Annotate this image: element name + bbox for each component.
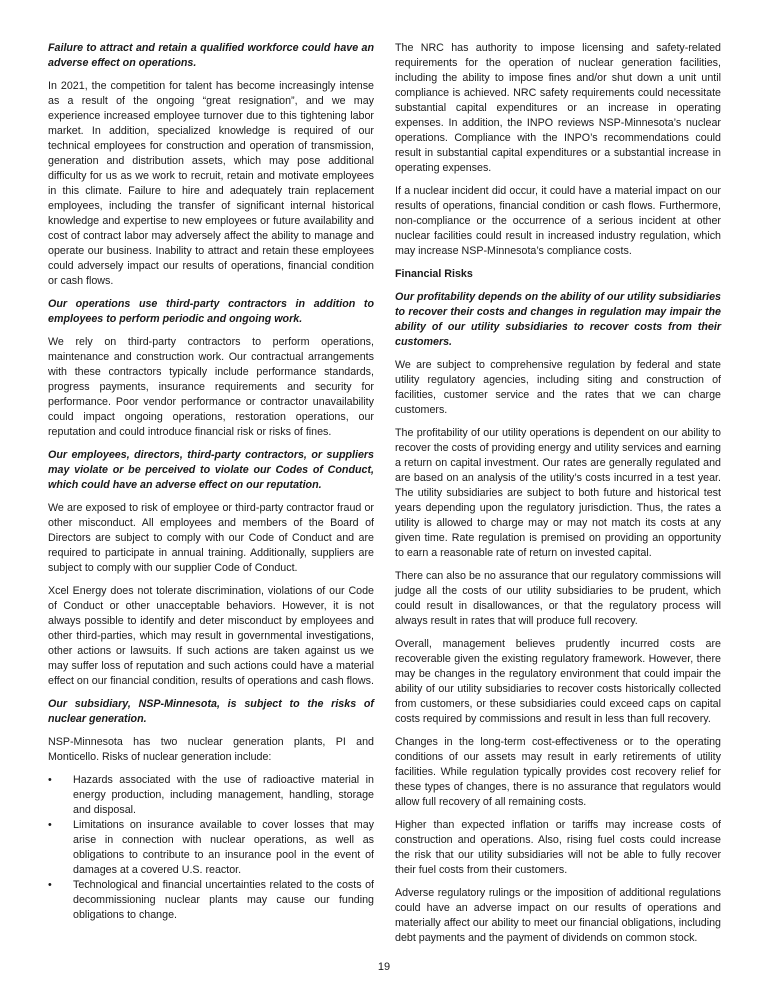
paragraph-nuclear-incident: If a nuclear incident did occur, it could have a material impact on our results of operations, financial condition or cash flows. Furthermore, non-compliance or the occurrence of a serious incident at other nuclear facilities could result in increased industry regulation, which may increase NSP-Minnesota’s compliance costs.: [395, 185, 721, 257]
left-column: [48, 41, 374, 931]
paragraph-contractors: We rely on third-party contractors to perform operations, maintenance and construction work. Our contractual arrangements with these contractors typically include performance standards, progress payments, insurance requirements and security for performance. Poor vendor performance or contractor unavailability could impact ongoing operations, restoration operations, our reputation and could introduce financial risk or risks of fines.: [48, 336, 374, 438]
paragraph-misconduct: We are exposed to risk of employee or third-party contractor fraud or other misconduct. All employees and members of the Board of Directors are subject to comply with our Code of Conduct and are required to participate in annual training. Additionally, suppliers are subject to comply with our supplier Code of Conduct.: [48, 502, 374, 574]
list-item: [48, 878, 374, 923]
paragraph-workforce: In 2021, the competition for talent has become increasingly intense as a result of the ongoing “great resignation”, and we may experience increased employee turnover due to this tightening labor market. In addition, specialized knowledge is required of our technical employees for construction and operation of transmission, generation and distribution assets, which may pose additional difficulty for us as we work to recruit, retain and motivate employees in this climate. Failure to hire and adequately train replacement employees, including the transfer of significant internal historical knowledge and expertise to new employees or future availability and cost of contract labor may adversely affect the ability to manage and operate our business. Inability to attract and retain these employees could adversely impact our results of operations, financial condition or cash flows.: [48, 80, 374, 287]
section-title-financial-risks: Financial Risks: [395, 268, 473, 280]
risk-heading-nuclear: Our subsidiary, NSP-Minnesota, is subject to the risks of nuclear generation.: [48, 698, 374, 725]
nuclear-risks-list: [48, 773, 374, 923]
bullet-icon: •: [48, 879, 52, 891]
right-column: [395, 41, 721, 954]
list-item: [48, 773, 374, 818]
paragraph-inflation: Higher than expected inflation or tariffs may increase costs of construction and operations. Also, rising fuel costs could increase the risk that our utility subsidiaries will not be able to fully recover their fuel costs from their customers.: [395, 819, 721, 876]
paragraph-overall-management: Overall, management believes prudently incurred costs are recoverable given the existing regulatory framework. However, there may be changes in the regulatory environment that could impair the ability of our utility subsidiaries to recover costs historically collected from customers, or these subsidiaries could exceed caps on capital costs required by commissions and result in less than full recovery.: [395, 638, 721, 725]
page-number: 19: [377, 961, 391, 973]
risk-heading-workforce: Failure to attract and retain a qualified workforce could have an adverse effect on operations.: [48, 42, 374, 69]
list-item-text: Limitations on insurance available to cover losses that may arise in connection with nuclear operations, as well as obligations to contribute to an insurance pool in the event of damages at a covered U.S. reactor.: [73, 819, 374, 876]
list-item-text: Technological and financial uncertainties related to the costs of decommissioning nuclear plants may cause our funding obligations to change.: [73, 879, 374, 921]
risk-heading-profitability: Our profitability depends on the ability of our utility subsidiaries to recover their costs and changes in regulation may impair the ability of our utility subsidiaries to recover costs from their customers.: [395, 291, 722, 348]
paragraph-adverse-rulings: Adverse regulatory rulings or the imposition of additional regulations could have an adverse impact on our results of operations and materially affect our ability to meet our financial obligations, including debt payments and the payment of dividends on common stock.: [395, 887, 721, 944]
list-item: [48, 818, 374, 878]
paragraph-nrc-authority: The NRC has authority to impose licensing and safety-related requirements for the operation of nuclear generation facilities, including the ability to impose fines and/or shut down a unit until compliance is achieved. NRC safety requirements could necessitate substantial capital expenditures or an increase in operating expenses. In addition, the INPO reviews NSP-Minnesota’s nuclear operations. Compliance with the INPO’s recommendations could result in substantial capital expenditures or a substantial increase in operating expenses.: [395, 42, 721, 174]
paragraph-no-assurance: There can also be no assurance that our regulatory commissions will judge all the costs of our utility subsidiaries to be prudent, which could result in disallowances, or that the regulatory process will always result in rates that will produce full recovery.: [395, 570, 721, 627]
bullet-icon: •: [48, 819, 52, 831]
list-item-text: Hazards associated with the use of radioactive material in energy production, including management, handling, storage and disposal.: [73, 774, 374, 816]
risk-heading-contractors: Our operations use third-party contractors in addition to employees to perform periodic and ongoing work.: [48, 298, 374, 325]
paragraph-profitability: The profitability of our utility operations is dependent on our ability to recover the costs of providing energy and utility services and earning a return on capital investment. Our rates are generally regulated and are based on an analysis of the utility’s costs incurred in a test year. The utility subsidiaries are subject to both future and historical test years depending upon the regulatory jurisdiction. Thus, the rates a utility is allowed to charge may or may not match its costs at any given time. Rate regulation is premised on providing an opportunity to earn a reasonable rate of return on invested capital.: [395, 427, 721, 559]
paragraph-cost-effectiveness: Changes in the long-term cost-effectiveness or to the operating conditions of our assets may result in early retirements of utility facilities. While regulation typically provides cost recovery relief for these types of changes, there is no assurance that regulators would allow full recovery of all remaining costs.: [395, 736, 721, 808]
paragraph-discrimination: Xcel Energy does not tolerate discrimination, violations of our Code of Conduct or other unacceptable behaviors. However, it is not always possible to identify and deter misconduct by employees and other third-parties, which may result in governmental investigations, other actions or lawsuits. If such actions are taken against us we may suffer loss of reputation and such actions could have a material effect on our financial condition, results of operations and cash flows.: [48, 585, 374, 687]
paragraph-nuclear-plants: NSP-Minnesota has two nuclear generation plants, PI and Monticello. Risks of nuclear generation include:: [48, 736, 374, 763]
paragraph-regulation: We are subject to comprehensive regulation by federal and state utility regulatory agencies, including siting and construction of facilities, customer service and the rates that we can charge customers.: [395, 359, 721, 416]
risk-heading-code-of-conduct: Our employees, directors, third-party contractors, or suppliers may violate or be perceived to violate our Codes of Conduct, which could have an adverse effect on our reputation.: [48, 449, 374, 491]
bullet-icon: •: [48, 774, 52, 786]
